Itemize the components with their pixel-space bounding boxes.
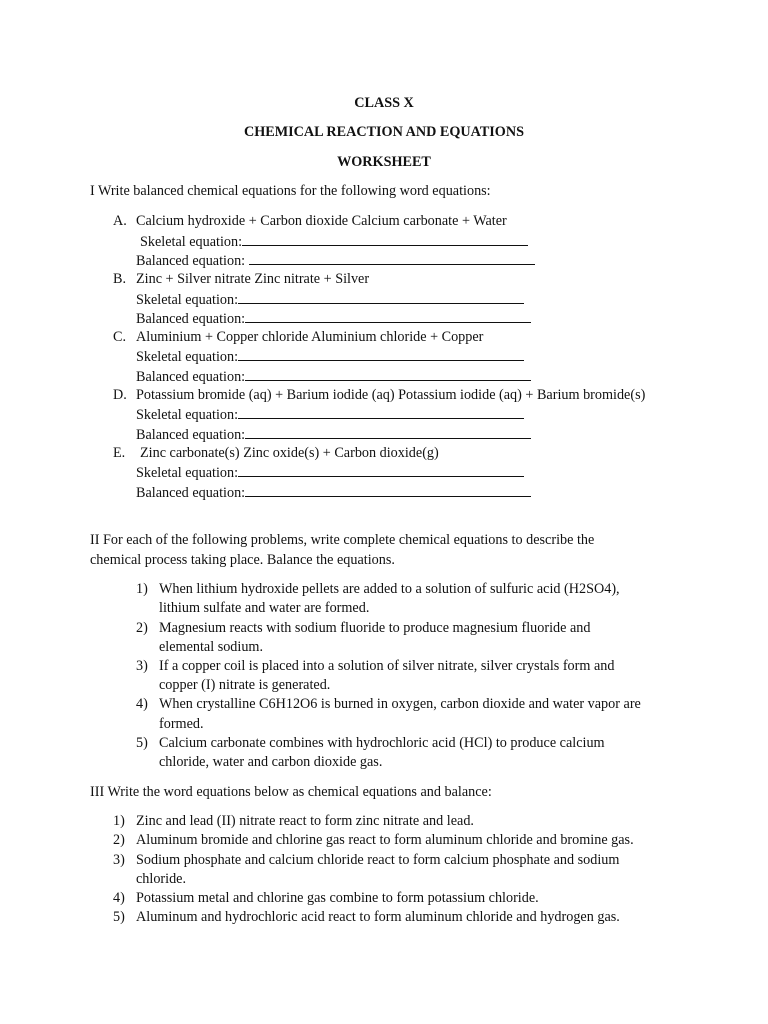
- item-text-line1: Aluminum bromide and chlorine gas react to form aluminum chloride and bromine gas.: [136, 832, 634, 848]
- answer-blank[interactable]: [245, 309, 531, 323]
- answer-blank[interactable]: [238, 347, 524, 361]
- item-text-line1: Calcium carbonate combines with hydrochloric acid (HCl) to produce calcium: [159, 735, 605, 751]
- answer-blank[interactable]: [245, 425, 531, 439]
- skeletal-label: Skeletal equation:: [140, 232, 528, 251]
- balanced-label: Balanced equation:: [136, 483, 531, 502]
- answer-blank[interactable]: [238, 290, 524, 304]
- answer-blank[interactable]: [242, 232, 528, 246]
- item-word-equation: Zinc carbonate(s) Zinc oxide(s) + Carbon dioxide(g): [140, 445, 439, 461]
- balanced-label: Balanced equation:: [136, 251, 535, 270]
- skeletal-label: Skeletal equation:: [136, 290, 524, 309]
- item-text-line2: copper (I) nitrate is generated.: [159, 677, 331, 693]
- item-word-equation: Aluminium + Copper chloride Aluminium chloride + Copper: [136, 329, 484, 345]
- item-letter: B.: [113, 271, 127, 287]
- class-title: CLASS X: [354, 95, 414, 111]
- chapter-title: CHEMICAL REACTION AND EQUATIONS: [244, 124, 524, 140]
- balanced-label: Balanced equation:: [136, 309, 531, 328]
- section2-instruction-line2: chemical process taking place. Balance the equations.: [90, 552, 395, 568]
- item-number: 2): [113, 832, 125, 848]
- item-letter: E.: [113, 445, 126, 461]
- answer-blank[interactable]: [245, 367, 531, 381]
- item-number: 4): [113, 890, 125, 906]
- item-number: 3): [113, 852, 125, 868]
- section3-instruction: III Write the word equations below as chemical equations and balance:: [90, 784, 492, 800]
- item-letter: C.: [113, 329, 127, 345]
- section2-instruction-line1: II For each of the following problems, write complete chemical equations to describe the: [90, 532, 595, 548]
- item-number: 3): [136, 658, 148, 674]
- item-number: 4): [136, 696, 148, 712]
- item-number: 5): [113, 909, 125, 925]
- item-text-line2: elemental sodium.: [159, 639, 264, 655]
- item-text-line1: If a copper coil is placed into a solution of silver nitrate, silver crystals form and: [159, 658, 615, 674]
- item-word-equation: Potassium bromide (aq) + Barium iodide (aq) Potassium iodide (aq) + Barium bromide(s): [136, 387, 646, 403]
- item-letter: D.: [113, 387, 127, 403]
- skeletal-label: Skeletal equation:: [136, 347, 524, 366]
- worksheet-title: WORKSHEET: [337, 154, 431, 170]
- item-number: 5): [136, 735, 148, 751]
- item-text-line2: chloride.: [136, 871, 187, 887]
- item-text-line1: Sodium phosphate and calcium chloride react to form calcium phosphate and sodium: [136, 852, 620, 868]
- item-text-line2: lithium sulfate and water are formed.: [159, 600, 370, 616]
- item-number: 2): [136, 620, 148, 636]
- answer-blank[interactable]: [238, 463, 524, 477]
- item-letter: A.: [113, 213, 127, 229]
- item-text-line1: When crystalline C6H12O6 is burned in oxygen, carbon dioxide and water vapor are: [159, 696, 641, 712]
- item-text-line1: When lithium hydroxide pellets are added to a solution of sulfuric acid (H2SO4),: [159, 581, 620, 597]
- item-text-line1: Magnesium reacts with sodium fluoride to produce magnesium fluoride and: [159, 620, 591, 636]
- item-word-equation: Zinc + Silver nitrate Zinc nitrate + Silver: [136, 271, 370, 287]
- item-text-line1: Zinc and lead (II) nitrate react to form zinc nitrate and lead.: [136, 813, 474, 829]
- skeletal-label: Skeletal equation:: [136, 463, 524, 482]
- item-text-line1: Potassium metal and chlorine gas combine to form potassium chloride.: [136, 890, 539, 906]
- item-text-line1: Aluminum and hydrochloric acid react to form aluminum chloride and hydrogen gas.: [136, 909, 620, 925]
- item-number: 1): [113, 813, 125, 829]
- balanced-label: Balanced equation:: [136, 425, 531, 444]
- item-text-line2: chloride, water and carbon dioxide gas.: [159, 754, 383, 770]
- skeletal-label: Skeletal equation:: [136, 405, 524, 424]
- item-word-equation: Calcium hydroxide + Carbon dioxide Calcium carbonate + Water: [136, 213, 507, 229]
- section1-instruction: I Write balanced chemical equations for the following word equations:: [90, 183, 491, 199]
- balanced-label: Balanced equation:: [136, 367, 531, 386]
- answer-blank[interactable]: [238, 405, 524, 419]
- answer-blank[interactable]: [249, 251, 535, 265]
- answer-blank[interactable]: [245, 483, 531, 497]
- item-number: 1): [136, 581, 148, 597]
- item-text-line2: formed.: [159, 716, 204, 732]
